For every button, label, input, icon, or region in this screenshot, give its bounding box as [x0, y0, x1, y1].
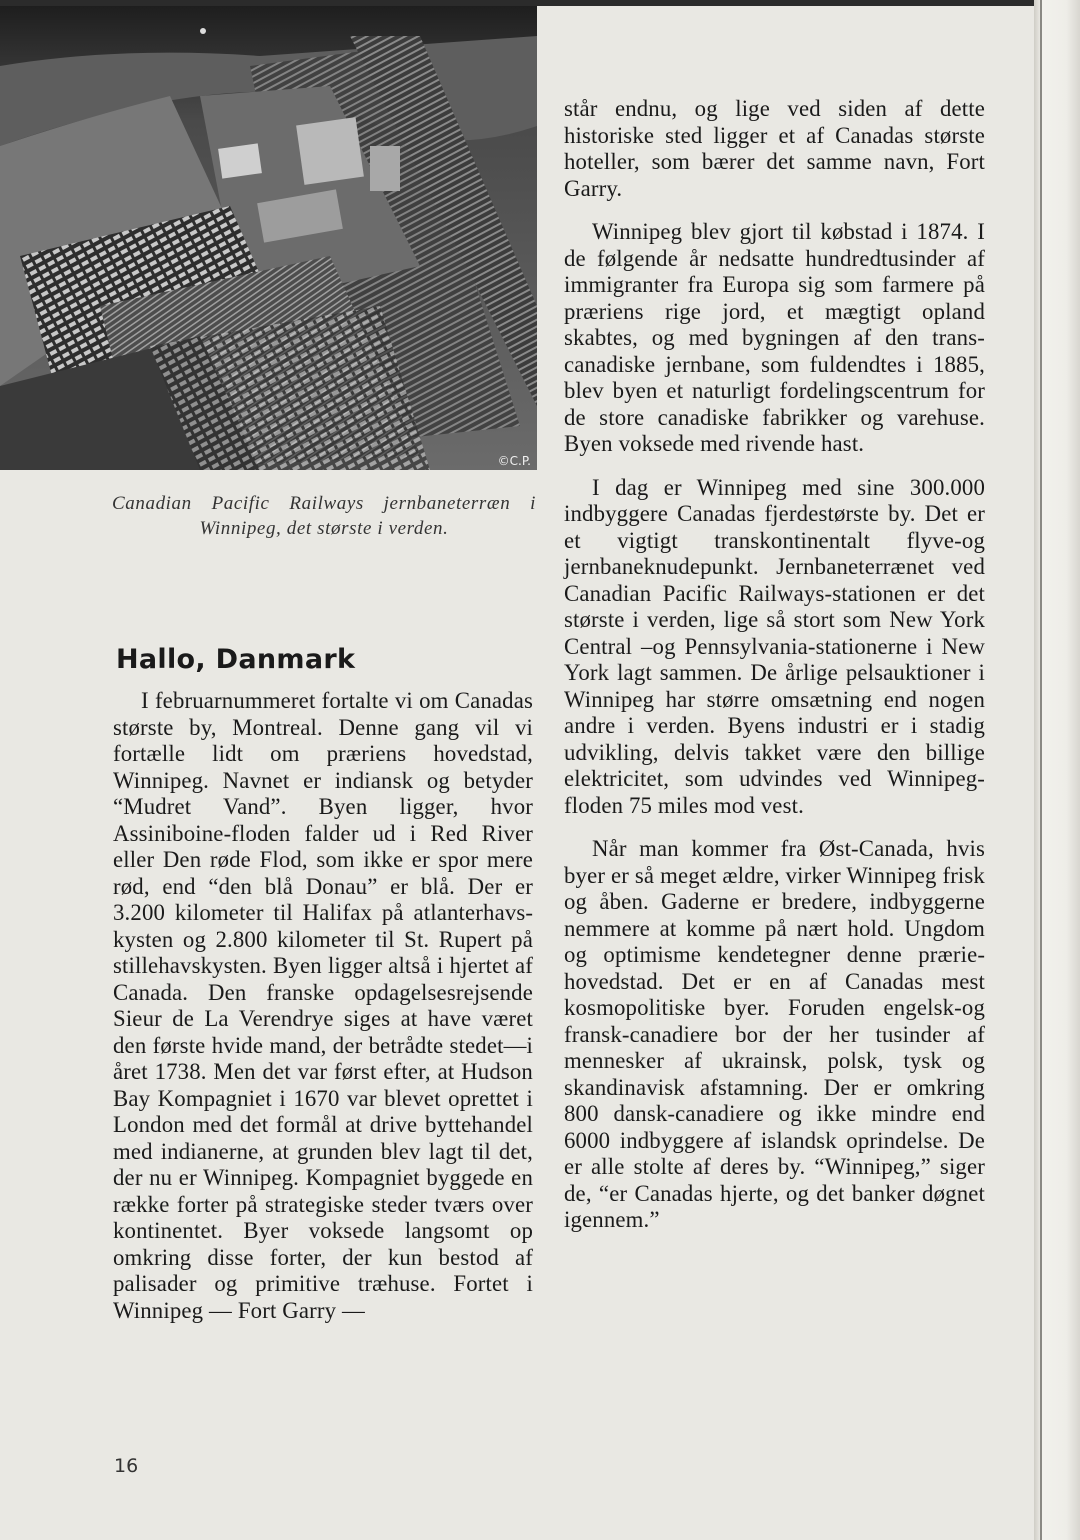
right-paragraph-3: I dag er Winnipeg med sine 300.000 indbyggere Canadas fjerdestørste by. Det er et vigtigt transkontinentalt flyve-og jernbaneknudepunkt. Jernbaneterrænet ved Canadian Pacific Railways-stationen er det største i verden, lige så stort som New York Central –og Pennsylvania-stationerne i New York lagt sammen. De årlige pelsauktioner i Winnipeg har større omsætning end nogen andre i verden. Byens industri er i stadig udvikling, delvis takket være den billige elektricitet, som udvindes ved Winnipeg-floden 75 miles mod vest. [564, 474, 985, 818]
right-paragraph-4: Når man kommer fra Øst-Canada, hvis byer er så meget ældre, virker Winnipeg frisk og åben. Gaderne er bredere, indbyggerne nemmere at komme på nært hold. Ungdom og optimisme kendetegner denne præriehovedstad. Det er en af Canadas mest kosmopolitiske byer. Foruden engelsk-og fransk-canadiere bor der her tusinder af mennesker af ukrainsk, polsk, tysk og skandinavisk afstamning. Der er omkring 800 dansk-canadiere og ikke mindre end 6000 indbyggere af islandsk oprindelse. De er alle stolte af deres by. “Winnipeg,” siger de, “er Canadas hjerte, og det banker døgnet igennem.” [564, 836, 985, 1232]
right-paragraph-1: står endnu, og lige ved siden af dette historiske sted ligger et af Canadas største hoteller, som bærer det samme navn, Fort Garry. [564, 96, 985, 201]
railway-yard-photo [0, 6, 537, 470]
right-column [564, 96, 985, 1234]
page-number: 16 [114, 1455, 139, 1477]
left-paragraph-1: I februarnummeret fortalte vi om Canadas største by, Montreal. Denne gang vil vi fortælle lidt om præriens hovedstad, Winnipeg. Navnet er indiansk og betyder “Mudret Vand”. Byen ligger, hvor Assiniboine-floden falder ud i Red River eller Den røde Flod, som ikke er spor mere rød, end “den blå Donau” er blå. Der er 3.200 kilometer til Halifax på atlanterhavskysten og 2.800 kilometer til St. Rupert på stillehavskysten. Byen ligger altså i hjertet af Canada. Den franske opdagelsesrejsende Sieur de La Verendrye siges at have været den første hvide mand, der betrådte stedet—i året 1738. Men det var først efter, at Hudson Bay Kompagniet i 1670 var blevet oprettet i London med det formål at drive byttehandel med indianerne, at grunden blev lagt til det, der nu er Winnipeg. Kompagniet byggede en række forter på strategiske steder tværs over kontinentet. Byer voksede langsomt op omkring disse forter, der kun bestod af palisader og primitive træhuse. Fortet i Winnipeg — Fort Garry — [113, 688, 533, 1323]
left-column [113, 688, 533, 1324]
photo-credit: ©C.P. [497, 454, 531, 468]
photo-illustration [0, 6, 537, 470]
article-heading: Hallo, Danmark [116, 644, 356, 675]
photo-caption: Canadian Pacific Railways jernbaneterræn i Winnipeg, det største i verden. [112, 493, 536, 539]
right-paragraph-2: Winnipeg blev gjort til købstad i 1874. I de følgende år nedsatte hundredtusinder af immigranter fra Europa sig som farmere på præriens rige jord, et mægtigt opland skabtes, og med bygningen af den trans-canadiske jernbane, som fuldendtes i 1885, blev byen et naturligt fordelingscentrum for de store canadiske fabrikker og varehuse. Byen voksede med rivende hast. [564, 219, 985, 456]
page-gutter-line [1040, 0, 1042, 1540]
